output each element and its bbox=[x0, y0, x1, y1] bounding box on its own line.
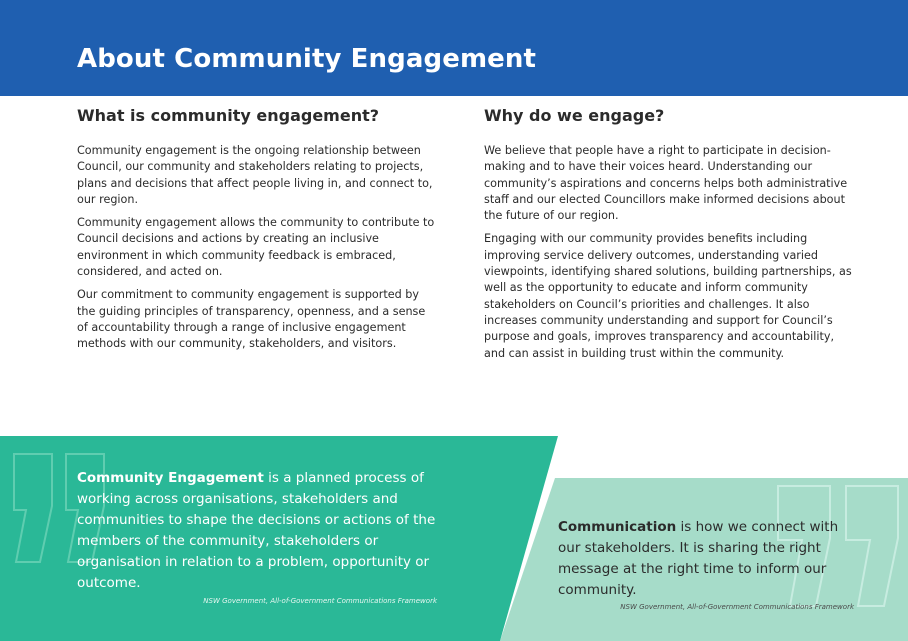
what-is-paragraph-2: Community engagement allows the community to contribute to Council decisions and actions by creating an inclusive environment in which community feedback is embraced, considered, and acted on. bbox=[77, 216, 435, 279]
engagement-definition: is a planned process of working across organisations, stakeholders and communities to shape the decisions or actions of the members of the community, stakeholders or organisation in relation to a problem, opportunity or outcome. bbox=[77, 470, 436, 591]
why-engage-paragraph-2: Engaging with our community provides benefits including improving service delivery outcomes, understanding varied viewpoints, identifying shared solutions, building partnerships, as well as the opportunity to educate and inform community stakeholders on Council’s priorities and challenges. It also increases community understanding and support for Council’s purpose and goals, improves transparency and accountability, and can assist in building trust within the community. bbox=[484, 232, 852, 360]
why-engage-heading: Why do we engage? bbox=[484, 106, 665, 125]
page-title: About Community Engagement bbox=[77, 44, 537, 74]
engagement-definition-text bbox=[77, 468, 437, 594]
communication-definition: is how we connect with our stakeholders. It is sharing the right message at the right time to inform our community. bbox=[558, 519, 839, 598]
engagement-source: NSW Government, All-of-Government Communications Framework bbox=[203, 597, 437, 605]
why-engage-paragraph-1: We believe that people have a right to participate in decision-making and to have their voices heard. Understanding our community’s aspirations and concerns helps both administrative staff and our elected Councillors make informed decisions about the future of our region. bbox=[484, 144, 848, 223]
communication-term: Communication bbox=[558, 519, 677, 535]
communication-definition-card bbox=[558, 517, 858, 611]
page-header bbox=[0, 0, 908, 96]
communication-definition-text bbox=[558, 517, 858, 601]
what-is-paragraph-1: Community engagement is the ongoing relationship between Council, our community and stakeholders relating to projects, plans and decisions that affect people living in, and connect to, our region. bbox=[77, 144, 433, 206]
what-is-paragraph-3: Our commitment to community engagement is supported by the guiding principles of transparency, openness, and a sense of accountability through a range of inclusive engagement methods with our community, stakeholders, and visitors. bbox=[77, 288, 426, 351]
communication-source: NSW Government, All-of-Government Communications Framework bbox=[620, 603, 854, 611]
engagement-term: Community Engagement bbox=[77, 470, 264, 486]
what-is-section bbox=[77, 106, 437, 360]
engagement-definition-card bbox=[77, 468, 437, 605]
why-engage-section bbox=[484, 106, 854, 369]
what-is-heading: What is community engagement? bbox=[77, 106, 380, 125]
